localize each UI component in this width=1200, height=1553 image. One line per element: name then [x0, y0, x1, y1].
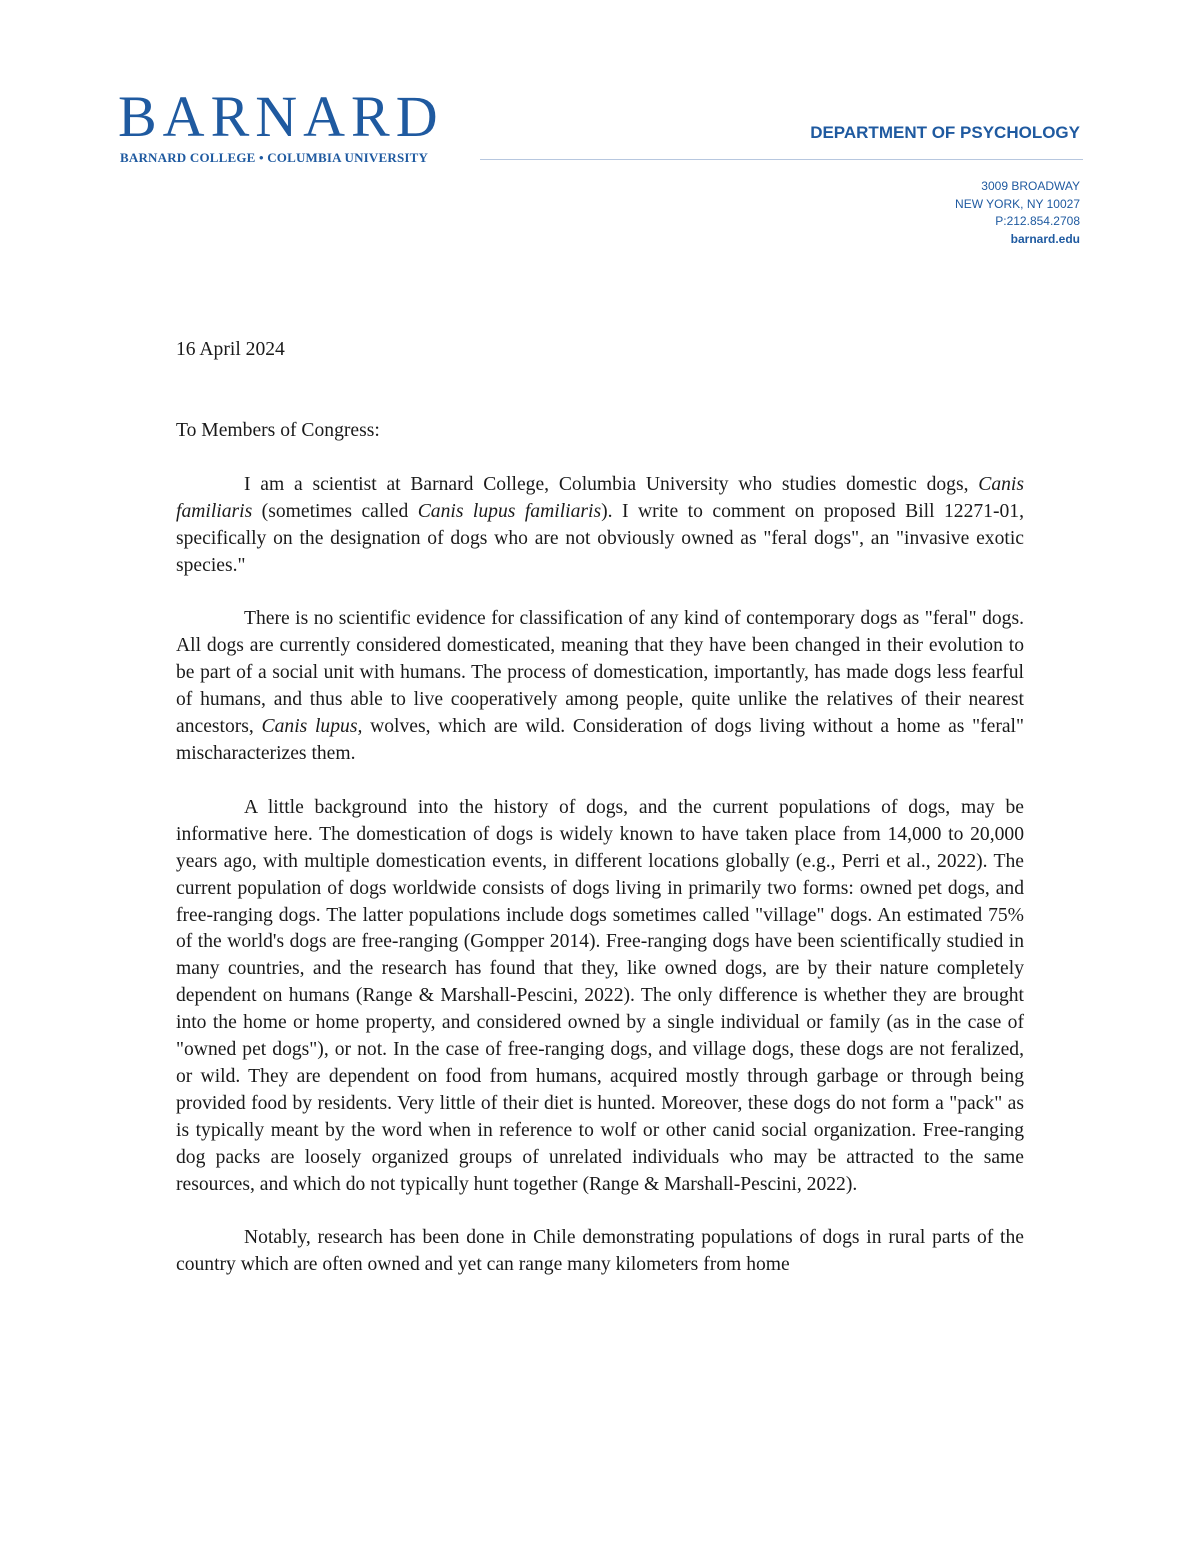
- species-name-canis-lupus: Canis lupus,: [261, 716, 363, 738]
- department-name: DEPARTMENT OF PSYCHOLOGY: [810, 123, 1080, 142]
- header-divider: [480, 159, 1083, 160]
- letter-salutation: To Members of Congress:: [176, 419, 380, 441]
- paragraph-3: A little background into the history of dogs, and the current populations of dogs, may be informative here. The domestication of dogs is widely known to have taken place from 14,000 to 20,000 years ago, with multiple domestication events, in different locations globally (e.g., Perri et al., 2022). The current population of dogs worldwide consists of dogs living in primarily two forms: owned pet dogs, and free-ranging dogs. The latter populations include dogs sometimes called "village" dogs. An estimated 75% of the world's dogs are free-ranging (Gompper 2014). Free-ranging dogs have been scientifically studied in many countries, and the research has found that they, like owned dogs, are by their nature completely dependent on humans (Range & Marshall-Pescini, 2022). The only difference is whether they are brought into the home or home property, and considered owned by a single individual or family (as in the case of "owned pet dogs"), or not. In the case of free-ranging dogs, and village dogs, these dogs are not feralized, or wild. They are dependent on food from humans, acquired mostly through garbage or through being provided food by residents. Very little of their diet is hunted. Moreover, these dogs do not form a "pack" as is typically meant by the word when in reference to wolf or other canid social organization. Free-ranging dog packs are loosely organized groups of unrelated individuals who may be attracted to the same resources, and which do not typically hunt together (Range & Marshall-Pescini, 2022).: [176, 796, 1024, 1195]
- website-link[interactable]: barnard.edu: [1010, 231, 1080, 246]
- letter-date: 16 April 2024: [176, 339, 285, 360]
- barnard-logo-wordmark: BARNARD: [118, 84, 444, 149]
- paragraph-4: Notably, research has been done in Chile demonstrating populations of dogs in rural parts of the country which are often owned and yet can range many kilometers from home: [176, 1227, 1024, 1276]
- species-name-canis-familiaris: Canis familiaris: [176, 473, 1024, 522]
- address-block: [955, 178, 1080, 248]
- species-name-canis-lupus-familiaris: Canis lupus familiaris: [417, 500, 602, 522]
- paragraph-1: [176, 472, 1024, 580]
- paragraph-2-text-b: wolves, which are wild. Consideration of dogs living without a home as "feral" mischaracterizes them.: [176, 716, 1024, 764]
- address-street: 3009 BROADWAY: [981, 179, 1080, 193]
- paragraph-1-text-c: ). I write to comment on proposed Bill 12271-01, specifically on the designation of dogs who are not obviously owned as "feral dogs", an "invasive exotic species.": [176, 500, 1025, 576]
- address-phone: P:212.854.2708: [995, 214, 1080, 228]
- logo-subtitle: BARNARD COLLEGE • COLUMBIA UNIVERSITY: [120, 150, 429, 165]
- paragraph-1-text-a: I am a scientist at Barnard College, Columbia University who studies domestic dogs,: [244, 473, 979, 495]
- paragraph-2-text-a: There is no scientific evidence for classification of any kind of contemporary dogs as "feral" dogs. All dogs are currently considered domesticated, meaning that they have been changed in their evolution to be part of a social unit with humans. The process of domestication, importantly, has made dogs less fearful of humans, and thus able to live cooperatively among people, quite unlike the relatives of their nearest ancestors,: [176, 608, 1024, 738]
- paragraph-1-text-b: (sometimes called: [252, 500, 418, 522]
- paragraph-2: [176, 606, 1024, 767]
- address-city: NEW YORK, NY 10027: [955, 196, 1080, 211]
- letter-body: [176, 337, 1024, 1279]
